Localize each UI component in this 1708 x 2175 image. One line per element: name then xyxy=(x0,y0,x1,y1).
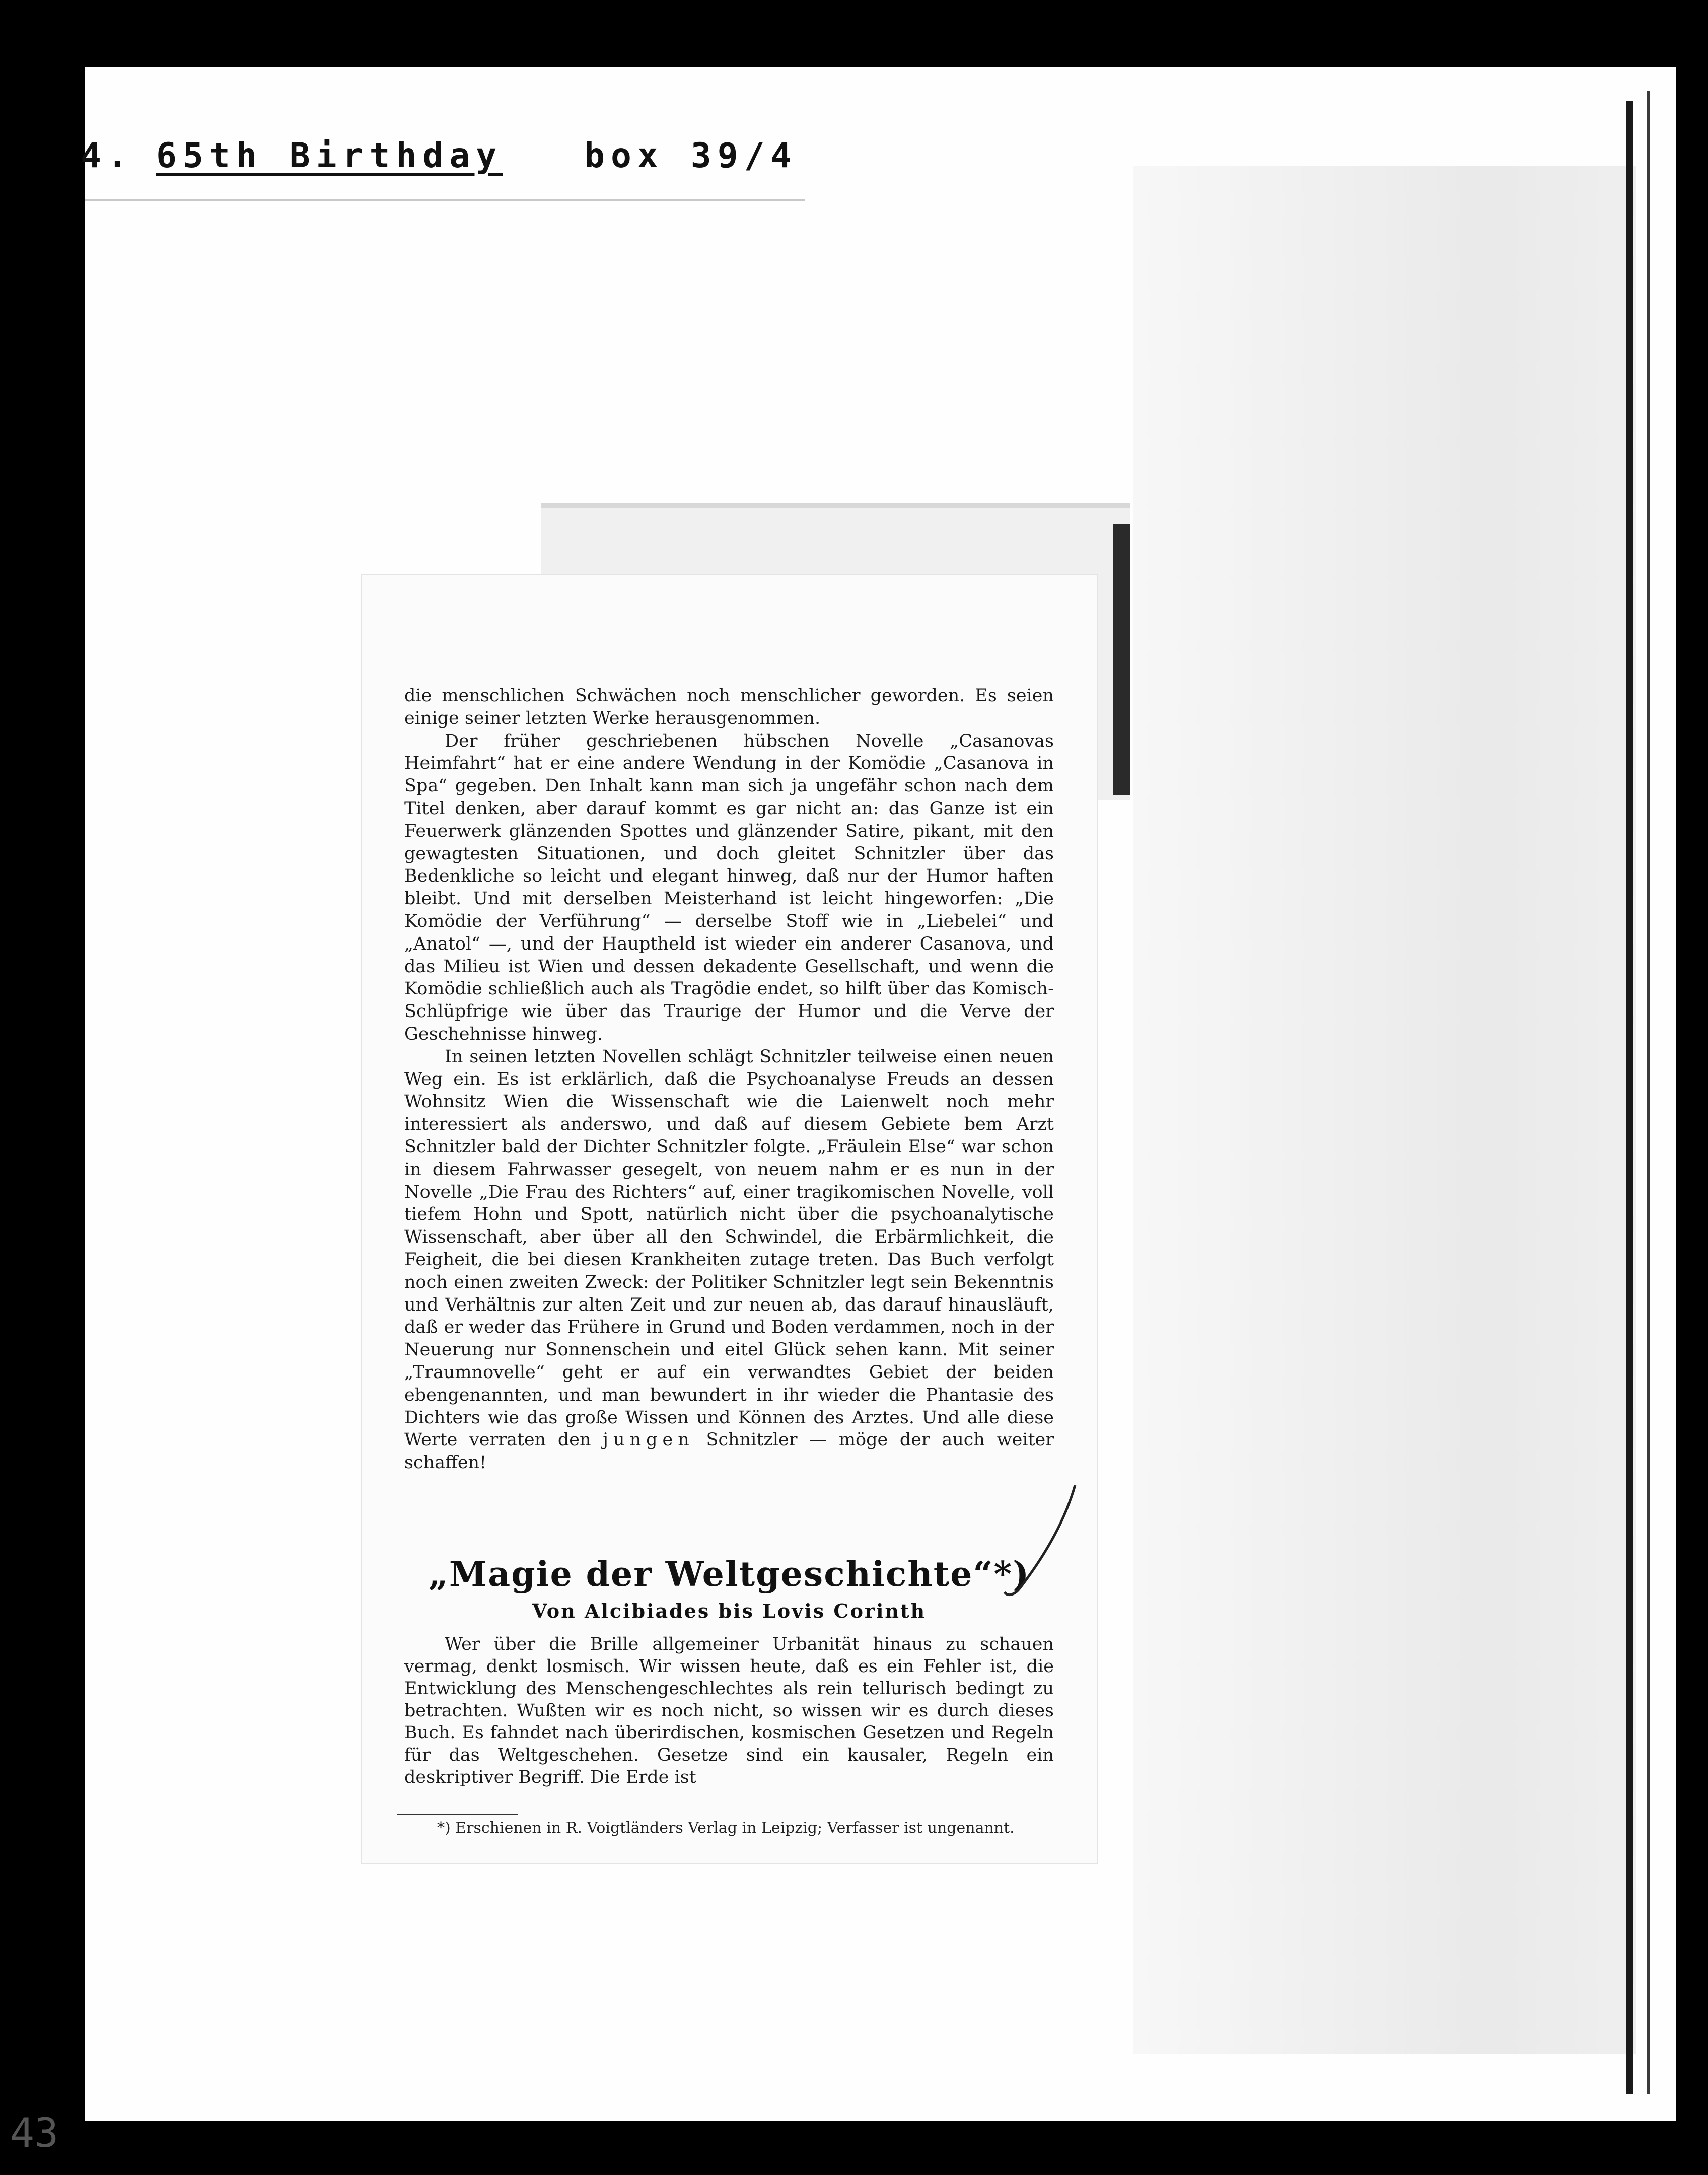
footnote-rule xyxy=(397,1814,518,1815)
article-title: „Magie der Weltgeschichte“*) xyxy=(428,1554,1030,1594)
folder-title: 65th Birthday xyxy=(156,136,503,176)
paragraph-2: Der früher geschriebenen hübschen Novelle „Casanovas Heimfahrt“ hat er eine andere Wendung in der Komödie „Casanova in Spa“ gegeben. Den Inhalt kann man sich ja ungefähr schon nach dem Titel denken, aber darauf kommt es gar nicht an: das Ganze ist ein Feuerwerk glänzenden Spottes und glänzender Satire, pikant, mit den gewagtesten Situationen, und doch gleitet Schnitzler über das Bedenkliche so leicht und elegant hinweg, daß nur der Humor haften bleibt. Und mit derselben Meisterhand ist leicht hingeworfen: „Die Komödie der Verführung“ — derselbe Stoff wie in „Liebelei“ und „Anatol“ —, und der Hauptheld ist wieder ein anderer Casanova, und das Milieu ist Wien und dessen dekadente Gesellschaft, und wenn die Komödie schließlich auch als Tragödie endet, so hilft über das Komisch-Schlüpfrige wie über das Traurige der Humor und die Verve der Geschehnisse hinweg. xyxy=(404,731,1054,1044)
backing-shadow xyxy=(1113,524,1130,795)
corner-mark xyxy=(0,1994,86,2175)
article-body xyxy=(404,1633,1054,1788)
article-body-text: Wer über die Brille allgemeiner Urbanität hinaus zu schauen vermag, denkt losmisch. Wir wissen heute, daß es ein Fehler ist, die Entwicklung des Menschengeschlechtes als rein tellurisch bedingt zu betrachten. Wußten wir es noch nicht, so wissen wir es durch dieses Buch. Es fahndet nach überirdischen, kosmischen Gesetzen und Regeln für das Weltgeschehen. Gesetze sind ein kausaler, Regeln ein deskriptiver Begriff. Die Erde ist xyxy=(404,1634,1054,1787)
sheet-edge-shadow xyxy=(1626,101,1633,2094)
corner-mark-text: 43 xyxy=(10,2110,59,2156)
paragraph-3 xyxy=(404,1046,1054,1474)
footnote: *) Erschienen in R. Voigtländers Verlag in Leipzig; Verfasser ist ungenannt. xyxy=(437,1819,1015,1837)
paragraph-1: die menschlichen Schwächen noch menschlicher geworden. Es seien einige seiner letzten Werke herausgenommen. xyxy=(404,686,1054,729)
folder-number: 4. xyxy=(81,136,134,176)
sheet-edge-line xyxy=(1647,91,1650,2094)
box-label: box 39/4 xyxy=(584,136,798,176)
pencil-mark xyxy=(1000,1480,1080,1606)
header-rule xyxy=(85,199,805,201)
paragraph-3-tail: Schnitzler — möge der auch weiter schaffen! xyxy=(404,1430,1054,1473)
paper-shading xyxy=(1133,166,1636,2054)
spaced-word: jungen xyxy=(603,1430,694,1451)
article-subtitle: Von Alcibiades bis Lovis Corinth xyxy=(532,1600,927,1622)
newspaper-clipping xyxy=(362,575,1097,1863)
article-column xyxy=(404,685,1054,1474)
paragraph-3-text: In seinen letzten Novellen schlägt Schnitzler teilweise einen neuen Weg ein. Es ist erklärlich, daß die Psychoanalyse Freuds an dessen Wohnsitz Wien die Wissenschaft wie die Laienwelt noch mehr interessiert als anderswo, und daß auf diesem Gebiete bem Arzt Schnitzler bald der Dichter Schnitzler folgte. „Fräulein Else“ war schon in diesem Fahrwasser gesegelt, von neuem nahm er es nun in der Novelle „Die Frau des Richters“ auf, einer tragikomischen Novelle, voll tiefem Hohn und Spott, natürlich nicht über die psychoanalytische Wissenschaft, aber über all den Schwindel, die Erbärmlichkeit, die Feigheit, die bei diesen Krankheiten zutage treten. Das Buch verfolgt noch einen zweiten Zweck: der Politiker Schnitzler legt sein Bekenntnis und Verhältnis zur alten Zeit und zur neuen ab, das darauf hinausläuft, daß er weder das Frühere in Grund und Boden verdammen, noch in der Neuerung nur Sonnenschein und eitel Glück sehen kann. Mit seiner „Traumnovelle“ geht er auf ein verwandtes Gebiet der beiden ebengenannten, und man bewundert in ihr wieder die Phantasie des Dichters wie das große Wissen und Können des Arztes. Und alle diese Werte verraten den xyxy=(404,1046,1054,1451)
